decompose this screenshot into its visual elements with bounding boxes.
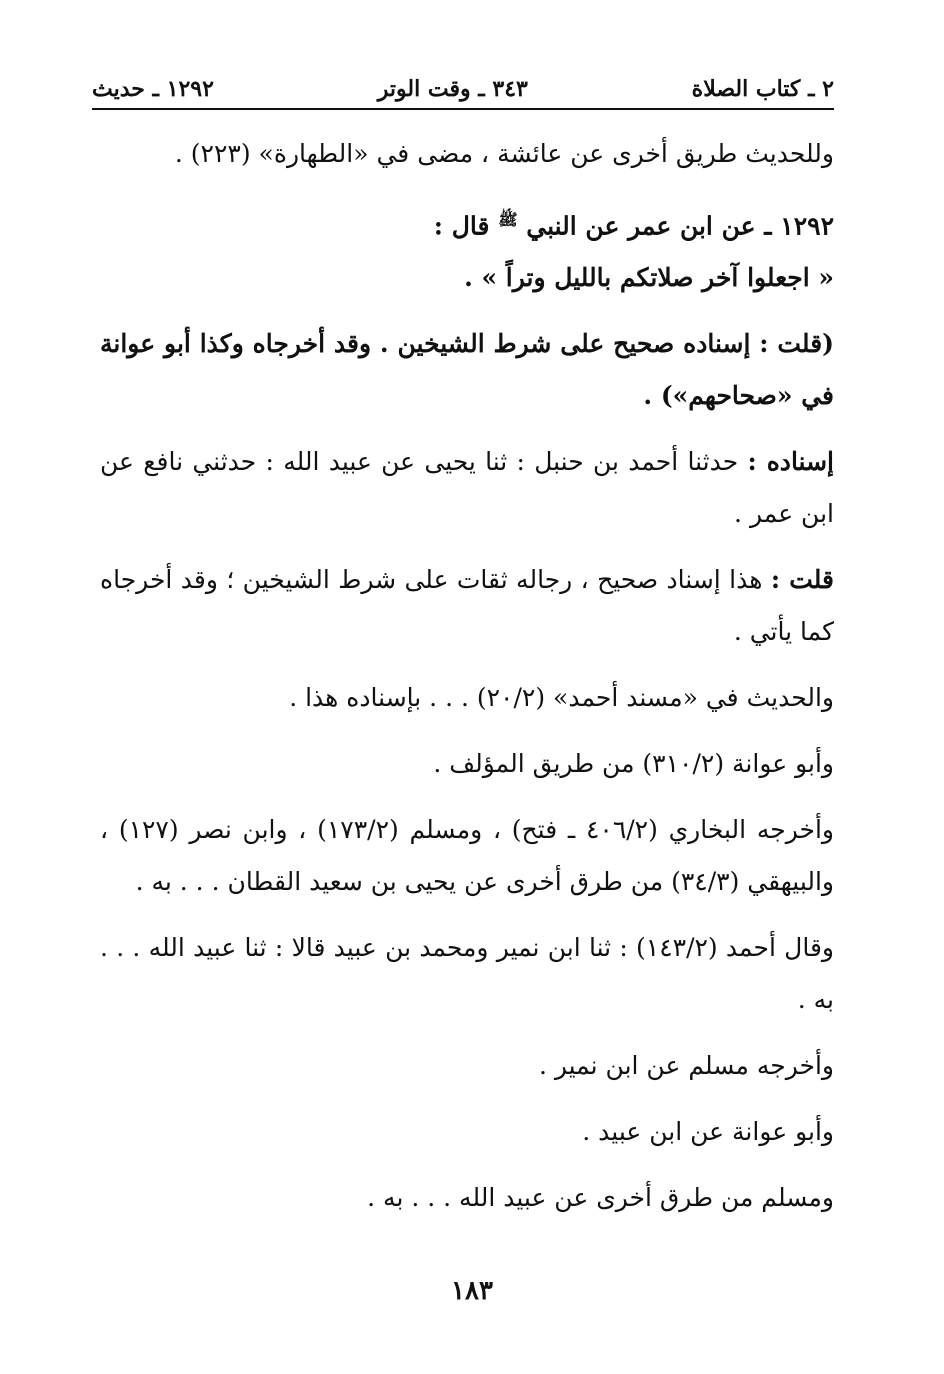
hadith-said: قال : bbox=[433, 211, 490, 241]
grading-paragraph: (قلت : إسناده صحيح على شرط الشيخين . وقد أخرجاه وكذا أبو عوانة في «صحاحهم») . bbox=[100, 329, 834, 411]
source-ahmad: وقال أحمد (١٤٣/٢) : ثنا ابن نمير ومحمد بن عبيد قالا : ثنا عبيد الله . . . به . bbox=[100, 933, 834, 1015]
comment-text: هذا إسناد صحيح ، رجاله ثقات على شرط الشيخين ؛ وقد أخرجاه كما يأتي . bbox=[100, 565, 834, 647]
source-bukhari-muslim: وأخرجه البخاري (٤٠٦/٢ ـ فتح) ، ومسلم (١٧٣/٢) ، وابن نصر (١٢٧) ، والبيهقي (٣٤/٣) من طرق أخرى عن يحيى بن سعيد القطان . . . به . bbox=[100, 815, 834, 897]
header-chapter-title: ٣٤٣ ـ وقت الوتر bbox=[377, 76, 528, 102]
source-abu-awana-ibn-ubayd: وأبو عوانة عن ابن عبيد . bbox=[582, 1117, 834, 1147]
paragraph-other-route: وللحديث طريق أخرى عن عائشة ، مضى في «الطهارة» (٢٢٣) . bbox=[174, 139, 834, 168]
hadith-chain: عن ابن عمر عن النبي bbox=[526, 211, 756, 241]
page-body bbox=[100, 128, 834, 1238]
isnad-paragraph bbox=[100, 436, 834, 540]
running-header bbox=[92, 68, 834, 110]
source-muslim-other-routes: ومسلم من طرق أخرى عن عبيد الله . . . به . bbox=[367, 1183, 834, 1213]
salutation-glyph: ﷺ bbox=[498, 210, 518, 229]
isnad-text: حدثنا أحمد بن حنبل : ثنا يحيى عن عبيد الله : حدثني نافع عن ابن عمر . bbox=[100, 447, 834, 529]
comment-label: قلت : bbox=[770, 565, 834, 595]
page-number: ١٨٣ bbox=[451, 1276, 493, 1306]
source-musnad: والحديث في «مسند أحمد» (٢٠/٢) . . . بإسناده هذا . bbox=[289, 683, 834, 713]
source-abu-awana: وأبو عوانة (٣١٠/٢) من طريق المؤلف . bbox=[433, 749, 834, 779]
header-hadith-number: ١٢٩٢ ـ حديث bbox=[92, 76, 214, 102]
hadith-heading bbox=[100, 194, 834, 252]
source-muslim-ibn-numayr: وأخرجه مسلم عن ابن نمير . bbox=[538, 1051, 834, 1081]
isnad-label: إسناده : bbox=[747, 447, 834, 477]
header-book-title: ٢ ـ كتاب الصلاة bbox=[691, 76, 834, 102]
hadith-matn: « اجعلوا آخر صلاتكم بالليل وتراً » . bbox=[464, 263, 834, 293]
comment-paragraph bbox=[100, 554, 834, 658]
hadith-number: ١٢٩٢ ـ bbox=[764, 211, 834, 241]
